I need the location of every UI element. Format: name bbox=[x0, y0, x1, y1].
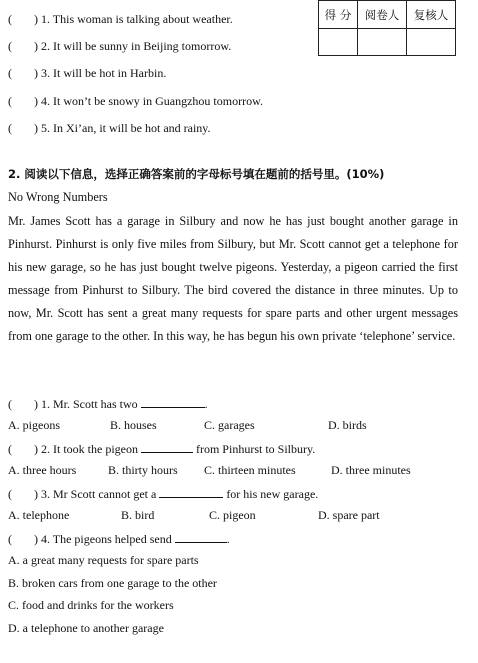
answer-paren[interactable]: ( bbox=[8, 397, 12, 411]
answer-paren[interactable]: ( bbox=[8, 532, 12, 546]
answer-paren[interactable]: ( bbox=[8, 12, 12, 26]
question-3-options bbox=[8, 508, 468, 523]
reviewer-header: 复核人 bbox=[407, 1, 456, 29]
statement-2: ( ) 2. It will be sunny in Beijing tomorrow. bbox=[8, 39, 232, 53]
option-d[interactable]: D. birds bbox=[328, 418, 367, 432]
reading-passage: Mr. James Scott has a garage in Silbury and now he has just bought another garage in Pinhurst. Pinhurst is only five miles from Silbury, but Mr. Scott cannot get a telephone for his new garage, so he has just bought twelve pigeons. Yesterday, a pigeon carried the first message from Pinhurst to Silbury. The bird covered the distance in three minutes. Up to now, Mr. Scott has sent a great many requests for spare parts and other urgent messages from one garage to the other. In this way, he has begun his own private ‘telephone’ service. bbox=[8, 214, 458, 343]
option-d[interactable]: D. spare part bbox=[318, 508, 380, 522]
answer-blank[interactable] bbox=[175, 531, 227, 543]
answer-blank[interactable] bbox=[141, 441, 193, 453]
answer-paren[interactable]: ( bbox=[8, 487, 12, 501]
question-2-options bbox=[8, 463, 468, 478]
answer-paren[interactable]: ( bbox=[8, 121, 12, 135]
option-a[interactable]: A. pigeons bbox=[8, 418, 60, 432]
grader-header: 阅卷人 bbox=[358, 1, 407, 29]
question-4: ( ) 4. The pigeons helped send . bbox=[8, 532, 230, 546]
answer-blank[interactable] bbox=[141, 396, 205, 408]
option-c[interactable]: C. food and drinks for the workers bbox=[8, 598, 174, 612]
score-table bbox=[318, 0, 456, 56]
option-c[interactable]: C. garages bbox=[204, 418, 255, 432]
question-1: ( ) 1. Mr. Scott has two . bbox=[8, 397, 208, 411]
option-b[interactable]: B. bird bbox=[121, 508, 155, 522]
option-d[interactable]: D. a telephone to another garage bbox=[8, 621, 164, 635]
option-a[interactable]: A. three hours bbox=[8, 463, 77, 477]
option-b[interactable]: B. broken cars from one garage to the other bbox=[8, 576, 217, 590]
option-a[interactable]: A. a great many requests for spare parts bbox=[8, 553, 199, 567]
answer-paren[interactable]: ( bbox=[8, 442, 12, 456]
option-c[interactable]: C. thirteen minutes bbox=[204, 463, 296, 477]
answer-paren[interactable]: ( bbox=[8, 94, 12, 108]
option-d[interactable]: D. three minutes bbox=[331, 463, 411, 477]
option-a[interactable]: A. telephone bbox=[8, 508, 70, 522]
question-1-options bbox=[8, 418, 468, 433]
question-2: ( ) 2. It took the pigeon from Pinhurst to Silbury. bbox=[8, 442, 316, 456]
score-header: 得 分 bbox=[319, 1, 358, 29]
statement-1: ( ) 1. This woman is talking about weather. bbox=[8, 12, 233, 26]
statement-4: ( ) 4. It won’t be snowy in Guangzhou tomorrow. bbox=[8, 94, 263, 108]
reviewer-cell[interactable] bbox=[407, 29, 456, 56]
answer-paren[interactable]: ( bbox=[8, 66, 12, 80]
answer-blank[interactable] bbox=[159, 486, 223, 498]
passage-title: No Wrong Numbers bbox=[8, 190, 108, 204]
statement-5: ( ) 5. In Xi’an, it will be hot and rainy. bbox=[8, 121, 211, 135]
grader-cell[interactable] bbox=[358, 29, 407, 56]
score-cell[interactable] bbox=[319, 29, 358, 56]
answer-paren[interactable]: ( bbox=[8, 39, 12, 53]
section-heading: 2. 阅读以下信息，选择正确答案前的字母标号填在题前的括号里。(10%) bbox=[8, 167, 385, 181]
question-3: ( ) 3. Mr Scott cannot get a for his new garage. bbox=[8, 487, 319, 501]
option-c[interactable]: C. pigeon bbox=[209, 508, 256, 522]
option-b[interactable]: B. houses bbox=[110, 418, 157, 432]
option-b[interactable]: B. thirty hours bbox=[108, 463, 178, 477]
statement-3: ( ) 3. It will be hot in Harbin. bbox=[8, 66, 167, 80]
